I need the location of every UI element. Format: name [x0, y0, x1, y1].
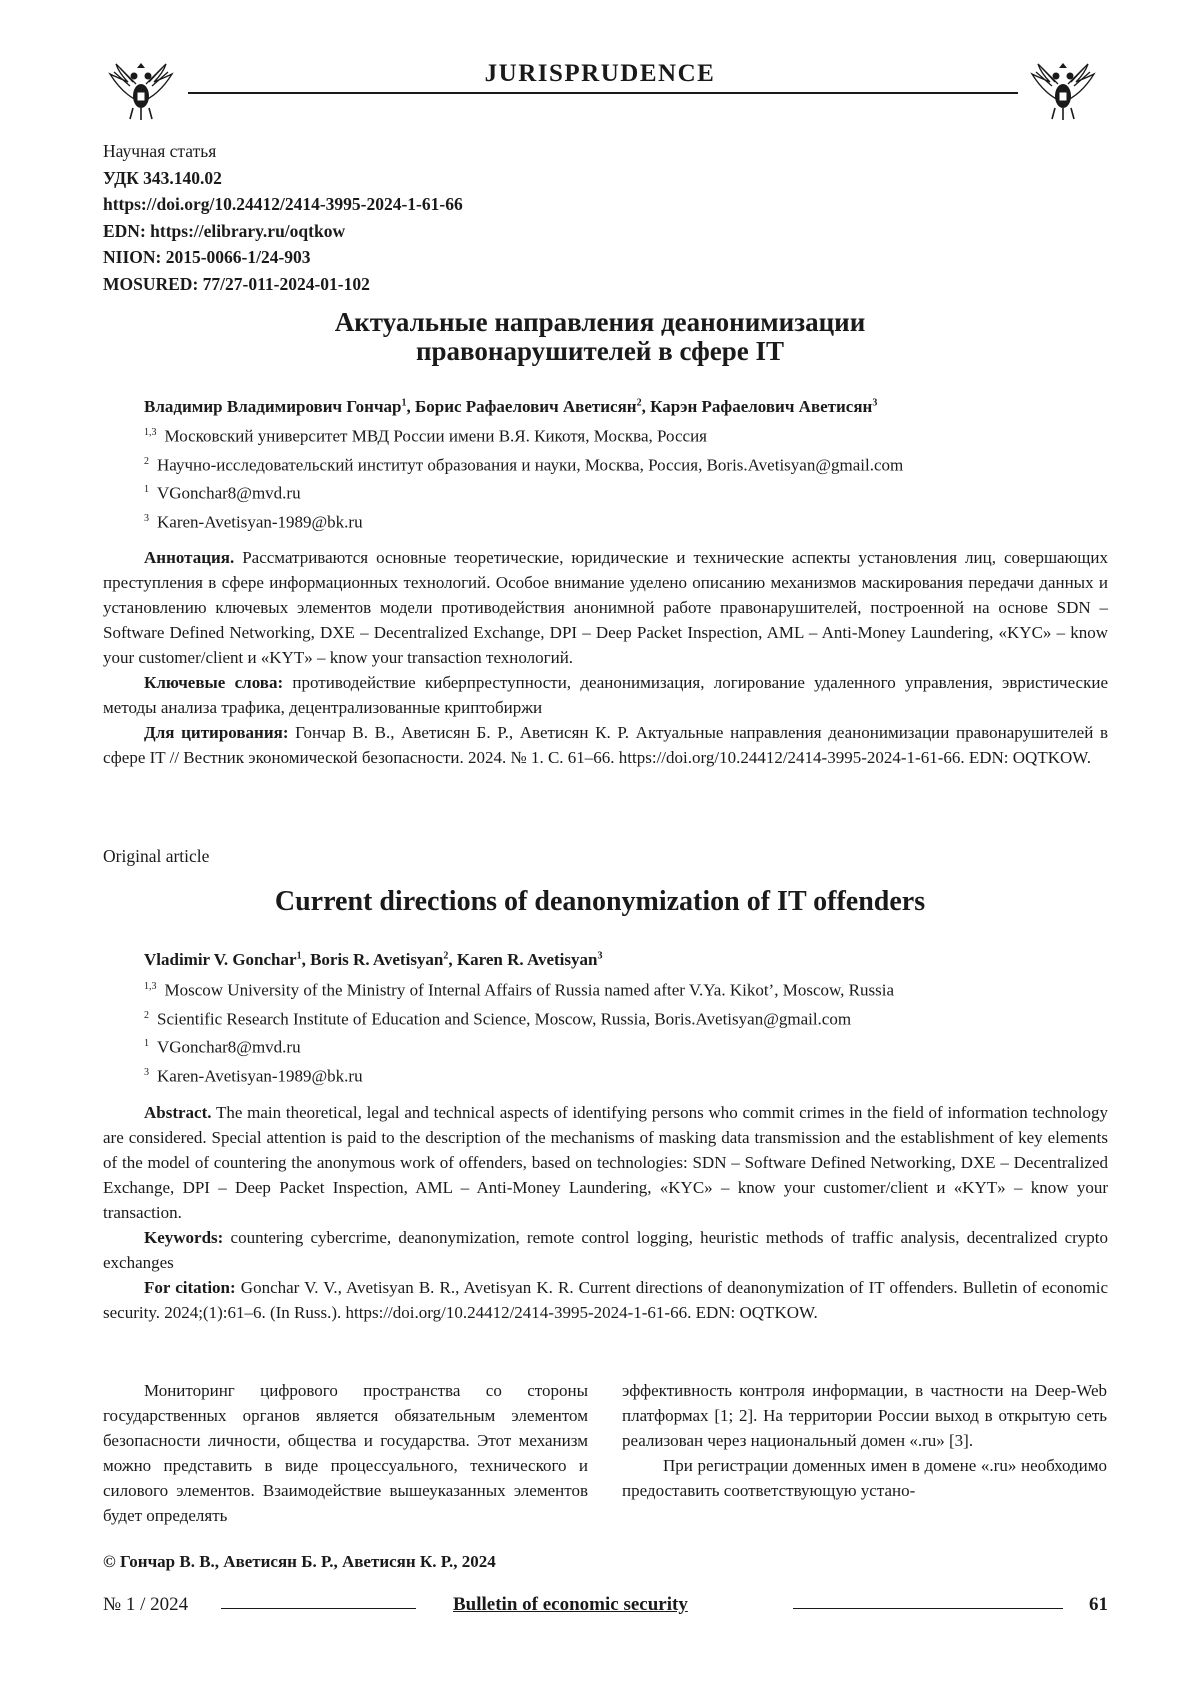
affiliation-item: [144, 1003, 894, 1032]
affiliation-text: Научно-исследовательский институт образования и науки, Москва, Россия, Boris.Avetisyan@gmail.com: [157, 455, 904, 475]
copyright-notice: © Гончар В. В., Аветисян Б. Р., Аветисян К. Р., 2024: [103, 1552, 496, 1571]
author-sup: 2: [443, 950, 449, 962]
abstract-ru-block: [103, 545, 1108, 770]
keywords-ru: [103, 670, 1108, 720]
affiliation-sup: 1: [144, 484, 149, 496]
author-name: Boris R. Avetisyan: [310, 950, 444, 969]
author-sup: 1: [296, 950, 302, 962]
affiliation-sup: 2: [144, 1009, 149, 1021]
abstract-ru-label: Аннотация.: [144, 548, 235, 567]
author-name: Karen R. Avetisyan: [456, 950, 598, 969]
header-rule: [188, 92, 1018, 94]
authors-en: [144, 950, 602, 970]
affiliation-text: Московский университет МВД России имени В.Я. Кикотя, Москва, Россия: [164, 426, 707, 446]
citation-en-label: For citation:: [144, 1278, 236, 1297]
footer-page-number: 61: [1089, 1594, 1108, 1615]
affiliation-sup: 2: [144, 455, 149, 467]
abstract-en-text: The main theoretical, legal and technical aspects of identifying persons who commit crimes in the field of information technology are considered. Special attention is paid to the description of the mechanisms of masking data transmission and the establishment of key elements of the model of countering the anonymous work of offenders, based on technologies: SDN – Software Defined Networking, DXE – Decentralized Exchange, DPI – Deep Packet Inspection, AML – Anti-Money Laundering, «KYC» – know your customer/client и «KYT» – know your transaction.: [103, 1103, 1108, 1222]
author-sep: ,: [641, 397, 651, 416]
eagle-emblem-icon: [100, 62, 182, 122]
footer-rule-left: [221, 1608, 416, 1609]
author-sep: ,: [406, 397, 415, 416]
author-name: Владимир Владимирович Гончар: [144, 397, 402, 416]
author-name: Карэн Рафаелович Аветисян: [650, 397, 873, 416]
affiliations-ru: [144, 420, 903, 535]
abstract-en: [103, 1100, 1108, 1225]
edn-link[interactable]: EDN: https://elibrary.ru/oqtkow: [103, 220, 346, 241]
affiliation-item: [144, 1031, 894, 1060]
citation-en: [103, 1275, 1108, 1325]
author-sep: ,: [448, 950, 457, 969]
affiliation-item: [144, 506, 903, 535]
eagle-emblem-icon: [1022, 62, 1104, 122]
keywords-en-text: countering cybercrime, deanonymization, remote control logging, heuristic methods of traffic analysis, decentralized crypto exchanges: [103, 1228, 1108, 1272]
citation-ru-text: Гончар В. В., Аветисян Б. Р., Аветисян К. Р. Актуальные направления деанонимизации правонарушителей в сфере IT // Вестник экономической безопасности. 2024. № 1. С. 61–66. https://doi.org/10.24412/2414-3995-2024-1-61-66. EDN: OQTKOW.: [103, 723, 1108, 767]
affiliation-text: Moscow University of the Ministry of Internal Affairs of Russia named after V.Ya. Kikot’, Moscow, Russia: [164, 980, 895, 1000]
affiliation-sup: 1,3: [144, 981, 157, 992]
doi-link[interactable]: https://doi.org/10.24412/2414-3995-2024-1-61-66: [103, 194, 463, 214]
affiliation-item: [144, 477, 903, 506]
mosured: MOSURED: 77/27-011-2024-01-102: [103, 273, 370, 294]
title-ru: [150, 308, 1050, 366]
affiliation-text: Scientific Research Institute of Education and Science, Moscow, Russia, Boris.Avetisyan@gmail.com: [157, 1009, 852, 1029]
abstract-ru-text: Рассматриваются основные теоретические, юридические и технические аспекты установления лиц, совершающих преступления в сфере информационных технологий. Особое внимание уделено описанию механизмов маскирования передачи данных и установлению ключевых элементов модели противодействия анонимной работе правонарушителей, построенной на основе SDN – Software Defined Networking, DXE – Decentralized Exchange, DPI – Deep Packet Inspection, AML – Anti-Money Laundering, «KYC» – know your customer/client и «KYT» – know your transaction технологий.: [103, 548, 1108, 667]
affiliation-sup: 3: [144, 1066, 149, 1078]
article-type-ru: Научная статья: [103, 141, 217, 161]
affiliations-en: [144, 974, 894, 1089]
affiliation-text: Karen-Avetisyan-1989@bk.ru: [157, 512, 363, 532]
author-sup: 1: [401, 397, 407, 409]
author-sup: 2: [636, 397, 642, 409]
affiliation-sup: 1: [144, 1038, 149, 1050]
article-metadata: [103, 138, 463, 297]
affiliation-item: [144, 1060, 894, 1089]
body-column-right: [622, 1378, 1107, 1503]
abstract-ru: [103, 545, 1108, 670]
author-name: Борис Рафаелович Аветисян: [415, 397, 637, 416]
footer-journal-title: Bulletin of economic security: [453, 1594, 688, 1615]
author-name: Vladimir V. Gonchar: [144, 950, 297, 969]
body-paragraph: Мониторинг цифрового пространства со стороны государственных органов является обязательным элементом безопасности личности, общества и государства. Этот механизм можно представить в виде процессуального, технического и силового элементов. Взаимодействие вышеуказанных элементов будет определять: [103, 1381, 588, 1525]
keywords-ru-text: противодействие киберпреступности, деанонимизация, логирование удаленного управления, эвристические методы анализа трафика, децентрализованные криптобиржи: [103, 673, 1109, 717]
affiliation-sup: 3: [144, 512, 149, 524]
title-en: Current directions of deanonymization of IT offenders: [274, 886, 926, 917]
article-type-en: Original article: [103, 846, 210, 866]
niion: NIION: 2015-0066-1/24-903: [103, 247, 311, 267]
keywords-ru-label: Ключевые слова:: [144, 673, 284, 692]
affiliation-item: [144, 974, 894, 1003]
affiliation-item: [144, 449, 903, 478]
title-ru-line1: Актуальные направления деанонимизации: [334, 307, 866, 337]
affiliation-text: VGonchar8@mvd.ru: [157, 483, 301, 503]
affiliation-sup: 1,3: [144, 427, 157, 438]
citation-ru: [103, 720, 1108, 770]
citation-ru-label: Для цитирования:: [144, 723, 289, 742]
footer-rule-right: [793, 1608, 1063, 1609]
affiliation-text: VGonchar8@mvd.ru: [157, 1037, 301, 1057]
page-footer: [103, 1592, 1108, 1622]
abstract-en-label: Abstract.: [144, 1103, 212, 1122]
author-sup: 3: [872, 397, 878, 409]
authors-ru: [144, 397, 877, 417]
abstract-en-block: [103, 1100, 1108, 1325]
body-paragraph: При регистрации доменных имен в домене «.ru» необходимо предоставить соответствующую устано-: [622, 1456, 1107, 1500]
author-sep: ,: [301, 950, 311, 969]
title-ru-line2: правонарушителей в сфере IT: [415, 336, 785, 366]
affiliation-text: Karen-Avetisyan-1989@bk.ru: [157, 1066, 363, 1086]
body-column-left: [103, 1378, 588, 1528]
citation-en-text: Gonchar V. V., Avetisyan B. R., Avetisyan K. R. Current directions of deanonymization of IT offenders. Bulletin of economic security. 2024;(1):61–6. (In Russ.). https://doi.org/10.24412/2414-3995-2024-1-61-66. EDN: OQTKOW.: [103, 1278, 1108, 1322]
keywords-en-label: Keywords:: [144, 1228, 224, 1247]
author-sup: 3: [597, 950, 603, 962]
footer-issue: № 1 / 2024: [103, 1594, 189, 1615]
udk: УДК 343.140.02: [103, 167, 222, 188]
section-title-text: JURISPRUDENCE: [471, 60, 730, 87]
keywords-en: [103, 1225, 1108, 1275]
affiliation-item: [144, 420, 903, 449]
body-paragraph: эффективность контроля информации, в частности на Deep-Web платформах [1; 2]. На территории России выход в открытую сеть реализован через национальный домен «.ru» [3].: [622, 1381, 1107, 1450]
